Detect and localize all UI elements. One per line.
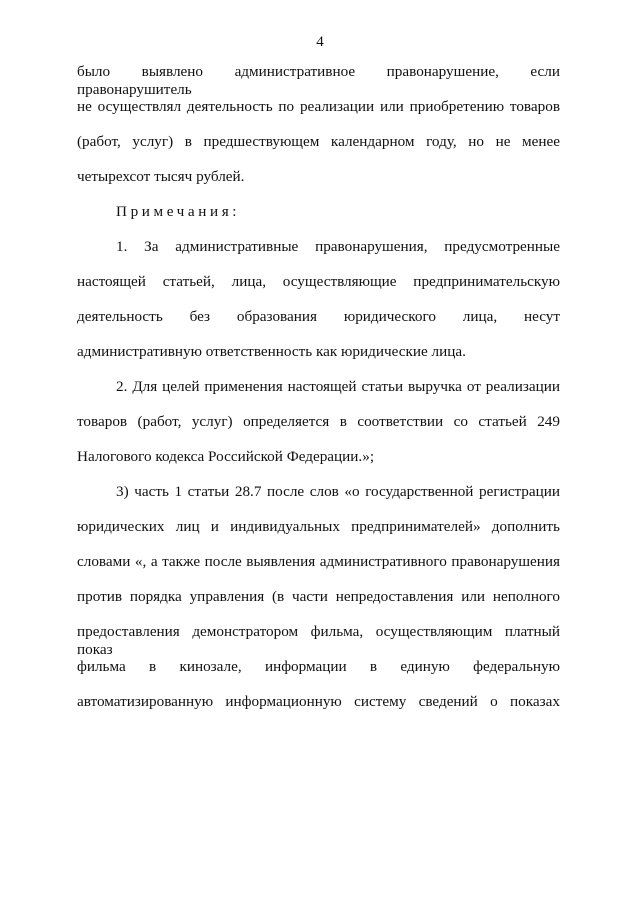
note-2-line: 2. Для целей применения настоящей статьи выручка от реализации bbox=[116, 378, 560, 395]
item-3-line: 3) часть 1 статьи 28.7 после слов «о государственной регистрации bbox=[116, 483, 560, 500]
text-line: (работ, услуг) в предшествующем календарном году, но не менее bbox=[77, 133, 560, 150]
text-line: четырехсот тысяч рублей. bbox=[77, 168, 245, 185]
note-1-line: 1. За административные правонарушения, предусмотренные bbox=[116, 238, 560, 255]
text-line: фильма в кинозале, информации в единую федеральную bbox=[77, 658, 560, 675]
text-line: было выявлено административное правонарушение, если правонарушитель bbox=[77, 63, 560, 98]
text-line: словами «, а также после выявления административного правонарушения bbox=[77, 553, 560, 570]
text-line: не осуществлял деятельность по реализации или приобретению товаров bbox=[77, 98, 560, 115]
text-line: автоматизированную информационную систему сведений о показах bbox=[77, 693, 560, 710]
text-line: предоставления демонстратором фильма, осуществляющим платный показ bbox=[77, 623, 560, 658]
text-line: товаров (работ, услуг) определяется в соответствии со статьей 249 bbox=[77, 413, 560, 430]
page-number: 4 bbox=[316, 34, 324, 50]
text-line: юридических лиц и индивидуальных предпринимателей» дополнить bbox=[77, 518, 560, 535]
text-line: деятельность без образования юридического лица, несут bbox=[77, 308, 560, 325]
notes-heading: Примечания: bbox=[116, 203, 241, 220]
text-line: против порядка управления (в части непредоставления или неполного bbox=[77, 588, 560, 605]
text-line: Налогового кодекса Российской Федерации.»; bbox=[77, 448, 375, 465]
text-line: административную ответственность как юридические лица. bbox=[77, 343, 466, 360]
text-line: настоящей статьей, лица, осуществляющие предпринимательскую bbox=[77, 273, 560, 290]
